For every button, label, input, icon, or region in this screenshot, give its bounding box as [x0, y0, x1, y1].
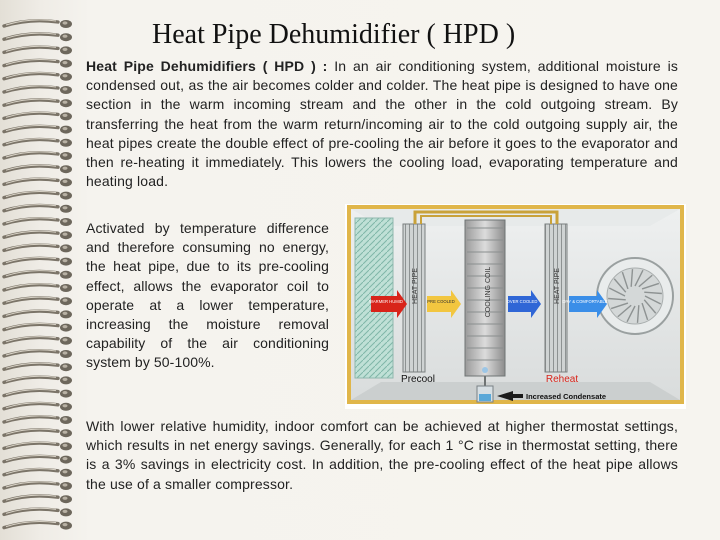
binding-ring	[4, 73, 72, 81]
supply-fan	[597, 258, 673, 334]
binding-ring	[4, 350, 72, 358]
binding-ring	[4, 218, 72, 226]
precool-label: Precool	[401, 374, 435, 385]
binding-ring	[4, 244, 72, 252]
binding-ring	[4, 125, 72, 133]
arrow-precooled-label: PRE COOLED	[427, 299, 455, 304]
binding-ring	[4, 310, 72, 318]
intro-text: In an air conditioning system, additional moisture is condensed out, as the air becomes colder and colder. The heat pipe is designed to have one section in the warm incoming stream and the other in the cold outgoing stream. By transferring the heat from the warm return/incoming air to the cold outgoing supply air, the heat pipes create the double effect of pre-cooling the air before it goes to the evaporator and then re-heating it immediately. This lowers the cooling load, evaporating temperature and heating load.	[86, 58, 678, 190]
hpd-diagram	[345, 204, 686, 409]
binding-ring	[4, 271, 72, 279]
binding-ring	[4, 257, 72, 265]
middle-paragraph: Activated by temperature difference and therefore consuming no energy, the heat pipe, due to its pre-cooling effect, allows the evaporator coil to operate at a lower temperature, increasing the moisture removal capability of the air conditioning system by 50-100%.	[86, 220, 329, 371]
binding-ring	[4, 99, 72, 107]
page-title: Heat Pipe Dehumidifier ( HPD )	[152, 19, 516, 50]
binding-ring	[4, 416, 72, 424]
arrow-warm-label: WARMER HUMID	[369, 299, 403, 304]
binding-ring	[4, 20, 72, 28]
binding-ring	[4, 284, 72, 292]
binding-ring	[4, 112, 72, 120]
binding-ring	[4, 403, 72, 411]
binding-ring	[4, 363, 72, 371]
closing-paragraph: With lower relative humidity, indoor comfort can be achieved at higher thermostat settings, which results in net energy savings. Generally, for each 1 °C rise in thermostat setting, there is a 3% savings in electricity cost. In addition, the pre-cooling effect of the heat pipe allows the use of a smaller compressor.	[86, 418, 678, 492]
cooling-coil-label: COOLING COIL	[485, 266, 492, 318]
binding-ring	[4, 297, 72, 305]
binding-ring	[4, 376, 72, 384]
binding-ring	[4, 323, 72, 331]
binding-ring	[4, 521, 72, 529]
binding-ring	[4, 152, 72, 160]
binding-ring	[4, 33, 72, 41]
heat-pipe-left-label: HEAT PIPE	[412, 268, 419, 304]
binding-ring	[4, 469, 72, 477]
binding-ring	[4, 59, 72, 67]
binding-ring	[4, 191, 72, 199]
binding-ring	[4, 231, 72, 239]
binding-ring	[4, 455, 72, 463]
binding-ring	[4, 508, 72, 516]
binding-ring	[4, 429, 72, 437]
reheat-label: Reheat	[545, 374, 579, 385]
binding-ring	[4, 337, 72, 345]
binding-ring	[4, 442, 72, 450]
arrow-overcooled-label: OVER COOLED	[506, 299, 538, 304]
intro-term: Heat Pipe Dehumidifiers ( HPD ) :	[86, 58, 328, 74]
binding-ring	[4, 495, 72, 503]
binding-ring	[4, 165, 72, 173]
binding-ring	[4, 139, 72, 147]
binding-ring	[4, 86, 72, 94]
heat-pipe-right-label: HEAT PIPE	[554, 268, 561, 304]
binding-ring	[4, 482, 72, 490]
intro-paragraph	[86, 57, 678, 191]
binding-ring	[4, 46, 72, 54]
binding-ring	[4, 389, 72, 397]
spiral-binding	[0, 0, 80, 540]
binding-ring	[4, 205, 72, 213]
binding-ring	[4, 178, 72, 186]
arrow-dry-label: DRY & COMFORTABLE	[562, 299, 608, 304]
condensate-label: Increased Condensate	[526, 392, 607, 401]
